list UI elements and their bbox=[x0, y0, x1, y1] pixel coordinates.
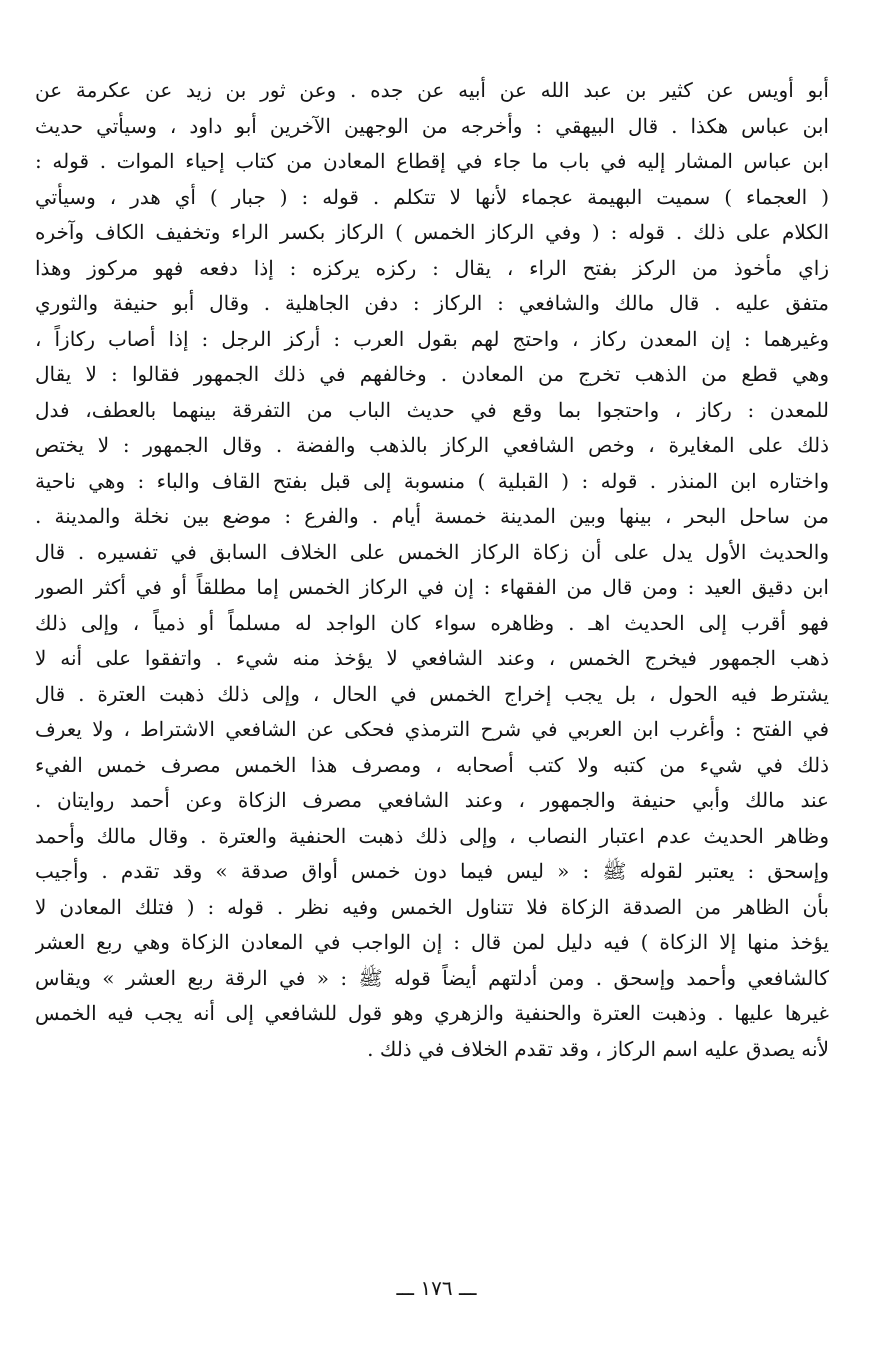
text-line-1: أبو أويس عن كثير بن عبد الله عن أبيه عن جده . وعن ثور بن زيد عن عكرمة عن bbox=[35, 78, 829, 102]
text-line-5: الكلام على ذلك . قوله : ( وفي الركاز الخمس ) الركاز بكسر الراء وتخفيف الكاف وآخره bbox=[35, 220, 829, 244]
text-line-11: ذلك على المغايرة ، وخص الشافعي الركاز بالذهب والفضة . وقال الجمهور : لا يختص bbox=[35, 433, 829, 457]
text-line-23: وإسحق : يعتبر لقوله ﷺ : « ليس فيما دون خمس أواق صدقة » وقد تقدم . وأجيب bbox=[35, 859, 829, 883]
text-line-15: ابن دقيق العيد : ومن قال من الفقهاء : إن في الركاز الخمس إما مطلقاً أو في أكثر الصور bbox=[35, 575, 829, 599]
text-line-3: ابن عباس المشار إليه في باب ما جاء في إقطاع المعادن من كتاب إحياء الموات . قوله : bbox=[35, 149, 829, 173]
text-line-21: عند مالك وأبي حنيفة والجمهور ، وعند الشافعي مصرف الزكاة وعن أحمد روايتان . bbox=[35, 788, 829, 812]
page-number: ـــ ١٧٦ ـــ bbox=[396, 1276, 477, 1300]
text-line-14: والحديث الأول يدل على أن زكاة الركاز الخمس على الخلاف السابق في تفسيره . قال bbox=[35, 539, 829, 564]
text-line-20: ذلك في شيء من كتبه ولا كتب أصحابه ، ومصرف هذا الخمس مصرف خمس الفيء bbox=[35, 752, 829, 777]
text-line-2: ابن عباس هكذا . قال البيهقي : وأخرجه من الوجهين الآخرين أبو داود ، وسيأتي حديث bbox=[35, 113, 829, 138]
text-line-8: وغيرهما : إن المعدن ركاز ، واحتج لهم بقول العرب : أركز الرجل : إذا أصاب ركازاً ، bbox=[35, 326, 829, 351]
text-line-10: للمعدن : ركاز ، واحتجوا بما وقع في حديث الباب من التفرقة بينهما بالعطف، فدل bbox=[35, 397, 829, 422]
text-line-25: يؤخذ منها إلا الزكاة ) فيه دليل لمن قال : إن الواجب في المعادن الزكاة وهي ربع العشر bbox=[35, 930, 829, 954]
text-line-22: وظاهر الحديث عدم اعتبار النصاب ، وإلى ذلك ذهبت الحنفية والعترة . وقال مالك وأحمد bbox=[35, 823, 829, 848]
body-text bbox=[35, 73, 829, 1067]
text-line-12: واختاره ابن المنذر . قوله : ( القبلية ) منسوبة إلى قبل بفتح القاف والباء : وهي ناحية bbox=[35, 468, 829, 493]
text-line-13: من ساحل البحر ، بينها وبين المدينة خمسة أيام . والفرع : موضع بين نخلة والمدينة . bbox=[35, 504, 829, 528]
text-line-17: ذهب الجمهور فيخرج الخمس ، وعند الشافعي لا يؤخذ منه شيء . واتفقوا على أنه لا bbox=[35, 646, 829, 670]
text-line-9: وهي قطع من الذهب تخرج من المعادن . وخالفهم في ذلك الجمهور فقالوا : لا يقال bbox=[35, 362, 829, 386]
text-line-18: يشترط فيه الحول ، بل يجب إخراج الخمس في الحال ، وإلى ذلك ذهبت العترة . قال bbox=[35, 681, 829, 706]
text-line-27: غيرها عليها . وذهبت العترة والحنفية والزهري وهو قول للشافعي إلى أنه يجب فيه الخمس bbox=[35, 1001, 829, 1025]
text-line-4: ( العجماء ) سميت البهيمة عجماء لأنها لا تتكلم . قوله : ( جبار ) أي هدر ، وسيأتي bbox=[35, 184, 829, 209]
text-line-19: في الفتح : وأغرب ابن العربي في شرح الترمذي فحكى عن الشافعي الاشتراط ، ولا يعرف bbox=[35, 717, 829, 741]
text-line-7: متفق عليه . قال مالك والشافعي : الركاز : دفن الجاهلية . وقال أبو حنيفة والثوري bbox=[35, 291, 829, 315]
text-line-28: لأنه يصدق عليه اسم الركاز ، وقد تقدم الخلاف في ذلك . bbox=[367, 1036, 829, 1061]
text-line-24: بأن الظاهر من الصدقة الزكاة فلا تتناول الخمس وفيه نظر . قوله : ( فتلك المعادن لا bbox=[35, 894, 829, 919]
text-line-6: زاي مأخوذ من الركز بفتح الراء ، يقال : ركزه يركزه : إذا دفعه فهو مركوز وهذا bbox=[35, 255, 829, 280]
text-line-16: فهو أقرب إلى الحديث اهـ . وظاهره سواء كان الواجد له مسلماً أو ذمياً ، وإلى ذلك bbox=[35, 610, 829, 635]
text-line-26: كالشافعي وأحمد وإسحق . ومن أدلتهم أيضاً قوله ﷺ : « في الرقة ربع العشر » ويقاس bbox=[35, 965, 829, 990]
